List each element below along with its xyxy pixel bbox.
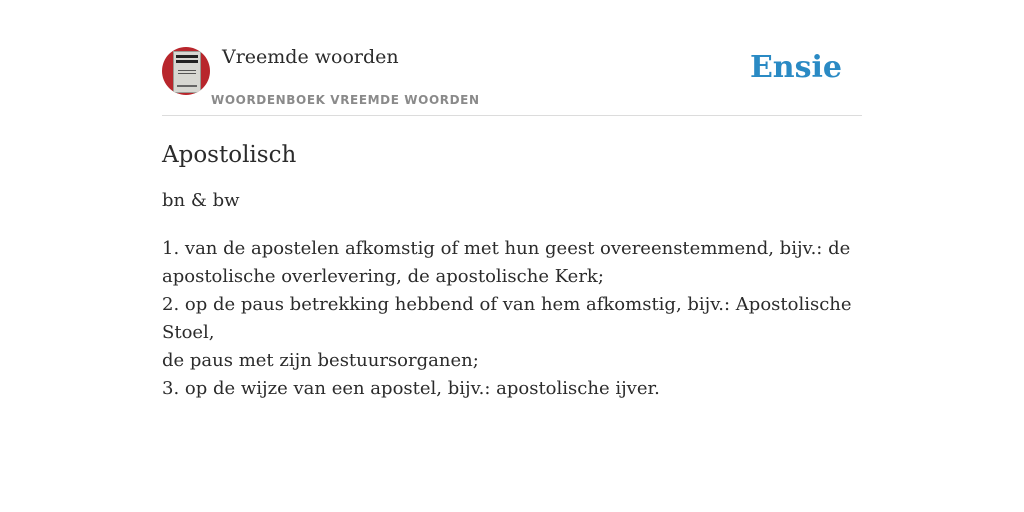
entry-card: [162, 40, 862, 403]
definition-line: 2. op de paus betrekking hebbend of van hem afkomstig, bijv.: Apostolische Stoel,: [162, 294, 852, 343]
part-of-speech: bn & bw: [162, 190, 240, 211]
dictionary-cover-avatar[interactable]: [162, 47, 210, 95]
definition-line: 3. op de wijze van een apostel, bijv.: apostolische ijver.: [162, 378, 660, 399]
ensie-logo-link[interactable]: Ensie: [749, 50, 842, 85]
page-header: [162, 40, 862, 116]
entry-title: Apostolisch: [162, 142, 297, 168]
definition-line: de paus met zijn bestuursorganen;: [162, 350, 479, 371]
definition-line: 1. van de apostelen afkomstig of met hun geest overeenstemmend, bijv.: de: [162, 238, 851, 259]
definition-text: [162, 235, 862, 403]
book-cover-icon: [173, 51, 201, 93]
definition-line: apostolische overlevering, de apostolische Kerk;: [162, 266, 604, 287]
dictionary-title[interactable]: Vreemde woorden: [222, 46, 399, 68]
dictionary-subtitle: WOORDENBOEK VREEMDE WOORDEN: [211, 93, 480, 107]
